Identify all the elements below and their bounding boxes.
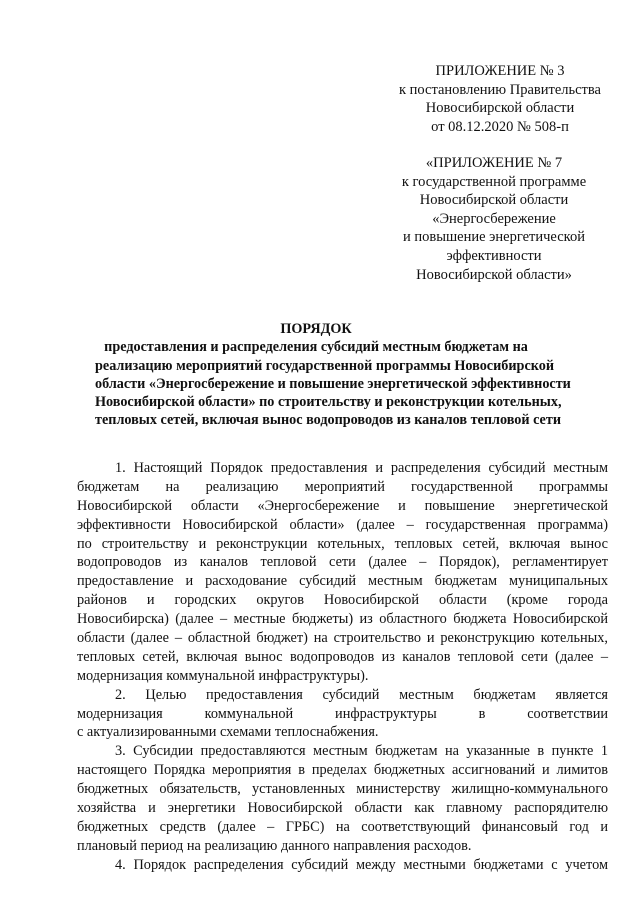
program-appendix-line: и повышение энергетической bbox=[403, 229, 585, 246]
text-line: Новосибирской области «Энергосбережение и повышение энергетической bbox=[77, 497, 608, 514]
text-line: хозяйства и энергетики Новосибирской области как главному распорядителю bbox=[77, 800, 608, 817]
text-line: с актуализированными схемами теплоснабжения. bbox=[77, 724, 379, 741]
program-appendix-line: к государственной программе bbox=[401, 173, 587, 190]
paragraph-2 bbox=[77, 686, 608, 743]
document-title bbox=[95, 320, 571, 430]
text-line: 1. Настоящий Порядок предоставления и распределения субсидий местным bbox=[115, 460, 608, 476]
title-heading: ПОРЯДОК bbox=[280, 321, 352, 337]
text-line: бюджетных обязательств, установленных министерству жилищно-коммунального bbox=[77, 781, 608, 798]
text-line: области (далее – областной бюджет) на строительство и реконструкцию котельных, bbox=[77, 630, 608, 647]
title-line: тепловых сетей, включая вынос водопроводов из каналов тепловой сети bbox=[95, 412, 561, 429]
title-line: Новосибирской области» по строительству и реконструкции котельных, bbox=[95, 394, 562, 411]
title-line: реализацию мероприятий государственной программы Новосибирской bbox=[95, 357, 554, 374]
text-line: водопроводов из каналов тепловой сети (далее – Порядок), регламентирует bbox=[77, 554, 608, 571]
text-line: районов и городских округов Новосибирской области (кроме города bbox=[77, 592, 608, 609]
appendix-number: ПРИЛОЖЕНИЕ № 3 bbox=[435, 63, 565, 79]
text-line: плановый период на реализацию данного направления расходов. bbox=[77, 837, 472, 854]
program-appendix-header bbox=[374, 154, 614, 284]
appendix-header bbox=[380, 62, 620, 136]
text-line: предоставление и расходование субсидий местным бюджетам муниципальных bbox=[77, 573, 608, 590]
paragraph-4 bbox=[77, 856, 608, 875]
text-line: 4. Порядок распределения субсидий между местными бюджетами с учетом bbox=[115, 856, 608, 873]
text-line: 2. Целью предоставления субсидий местным бюджетам является bbox=[115, 686, 608, 703]
appendix-region: Новосибирской области bbox=[425, 100, 575, 117]
text-line: 3. Субсидии предоставляются местным бюджетам на указанные в пункте 1 bbox=[115, 743, 608, 760]
text-line: модернизация коммунальной инфраструктуры в соответствии bbox=[77, 705, 608, 722]
text-line: бюджетных средств (далее – ГРБС) на соответствующий финансовый год и bbox=[77, 818, 608, 835]
text-line: модернизация коммунальной инфраструктуры). bbox=[77, 667, 369, 684]
title-line: предоставления и распределения субсидий местным бюджетам на bbox=[104, 339, 528, 356]
text-line: бюджетам на реализацию мероприятий государственной программы bbox=[77, 478, 608, 495]
program-appendix-line: Новосибирской области bbox=[419, 192, 569, 209]
program-appendix-line: «Энергосбережение bbox=[432, 210, 556, 227]
title-line: области «Энергосбережение и повышение энергетической эффективности bbox=[95, 375, 571, 392]
program-appendix-line: эффективности bbox=[446, 247, 542, 264]
appendix-date: от 08.12.2020 № 508-п bbox=[431, 118, 569, 135]
paragraph-3 bbox=[77, 742, 608, 855]
text-line: настоящего Порядка мероприятия в пределах бюджетных ассигнований и лимитов bbox=[77, 762, 608, 779]
text-line: по строительству и реконструкции котельных, тепловых сетей, включая вынос bbox=[77, 535, 608, 552]
document-body bbox=[77, 459, 608, 875]
program-appendix-line: Новосибирской области» bbox=[416, 266, 572, 283]
text-line: эффективности Новосибирской области» (далее – государственная программа) bbox=[77, 516, 608, 533]
text-line: тепловых сетей, включая вынос водопроводов из каналов тепловой сети (далее – bbox=[77, 648, 608, 665]
appendix-reference: к постановлению Правительства bbox=[399, 81, 601, 98]
paragraph-1 bbox=[77, 459, 608, 686]
text-line: Новосибирска) (далее – местные бюджеты) из областного бюджета Новосибирской bbox=[77, 611, 608, 628]
program-appendix-number: «ПРИЛОЖЕНИЕ № 7 bbox=[425, 155, 563, 171]
